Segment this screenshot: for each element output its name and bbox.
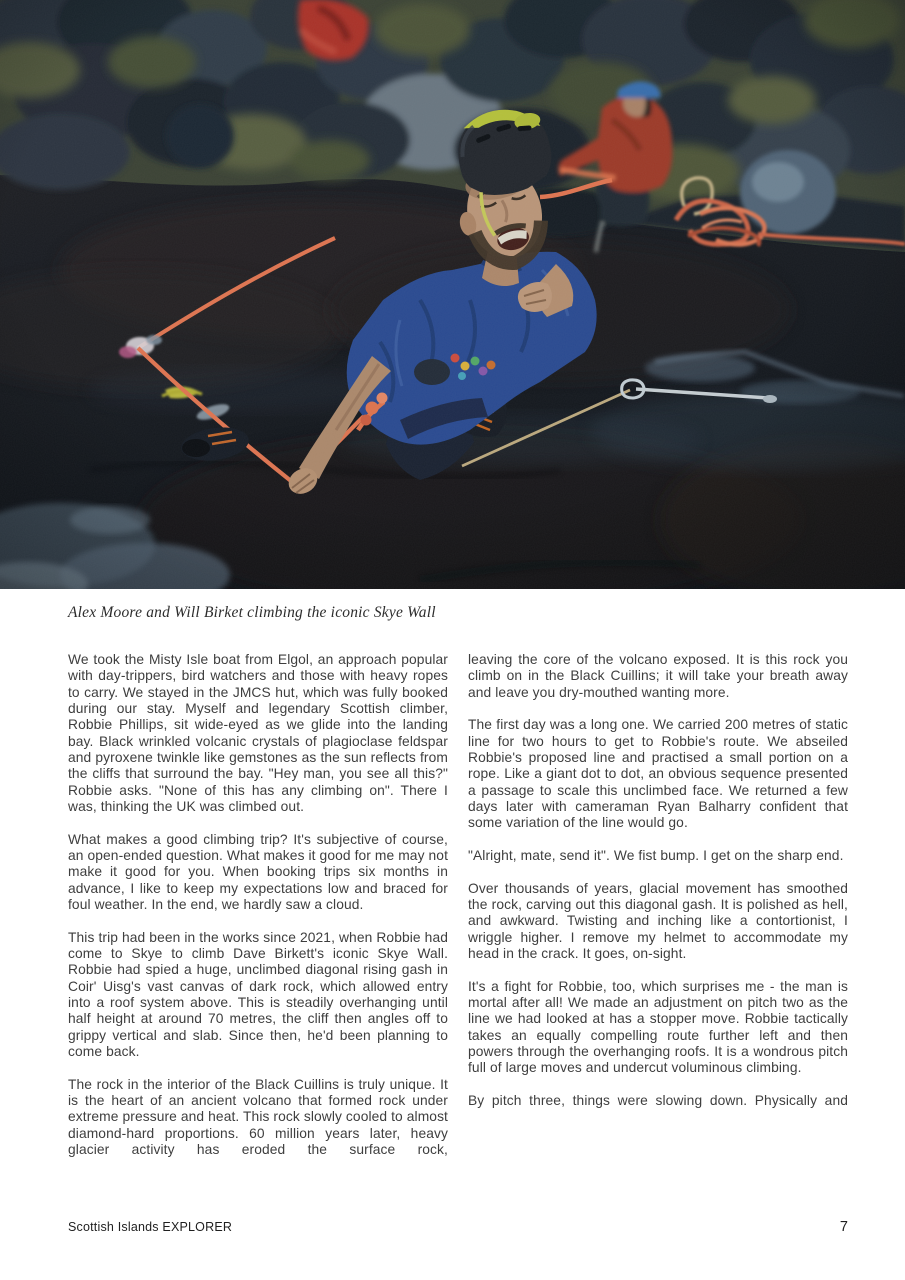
page-number: 7 [839, 1219, 848, 1235]
body-paragraph: What makes a good climbing trip? It's subjective of course, an open-ended question. What makes it good for me may not make it good for you. When booking trips six months in advance, I like to keep my expectations low and braced for foul weather. In the end, we hardly saw a cloud. [68, 831, 448, 913]
page-footer [68, 1219, 848, 1235]
body-paragraph: Over thousands of years, glacial movement has smoothed the rock, carving out this diagonal gash. It is polished as hell, and awkward. Twisting and inching like a contortionist, I wriggle higher. I remove my helmet to accommodate my head in the crack. It goes, on-sight. [468, 880, 848, 962]
body-paragraph: The rock in the interior of the Black Cuillins is truly unique. It is the heart of an ancient volcano that formed rock under extreme pressure and heat. This rock slowly cooled to almost diamond-hard proportions. 60 million years later, heavy glacier activity has eroded the surface rock, [68, 1076, 448, 1158]
article-column-right [468, 652, 848, 1175]
body-paragraph: It's a fight for Robbie, too, which surprises me - the man is mortal after all! We made an adjustment on pitch two as the line we had looked at has a stopper move. Robbie tactically takes an equally compelling route further left and then powers through the overhanging roofs. It is a wondrous pitch full of large moves and undercut voluminous climbing. [468, 978, 848, 1076]
body-paragraph: "Alright, mate, send it". We fist bump. I get on the sharp end. [468, 848, 844, 864]
body-paragraph: We took the Misty Isle boat from Elgol, an approach popular with day-trippers, bird watchers and those with heavy ropes to carry. We stayed in the JMCS hut, which was fully booked during our stay. Myself and legendary Scottish climber, Robbie Phillips, sit wide-eyed as we glide into the landing bay. Black wrinkled volcanic crystals of plagioclase feldspar and pyroxene twinkle like gemstones as the sun reflects from the cliffs that surround the bay. "Hey man, you see all this?" Robbie asks. "None of this has any climbing on". There I was, thinking the UK was climbed out. [68, 652, 448, 815]
body-paragraph: The first day was a long one. We carried 200 metres of static line for two hours to get to Robbie's route. We abseiled Robbie's proposed line and practised a small portion on a rope. Like a giant dot to dot, an obvious sequence presented a passage to scale this unclimbed face. We returned a few days later with cameraman Ryan Balharry confident that some variation of the line would go. [468, 717, 848, 831]
publication-name: Scottish Islands EXPLORER [68, 1220, 233, 1234]
photo-caption: Alex Moore and Will Birket climbing the iconic Skye Wall [68, 604, 436, 621]
body-paragraph: leaving the core of the volcano exposed. It is this rock you climb on in the Black Cuillins; it will take your breath away and leave you dry-mouthed wanting more. [468, 652, 848, 700]
article-column-left [68, 652, 448, 1175]
climbing-photo [0, 0, 905, 589]
body-paragraph: By pitch three, things were slowing down. Physically and [468, 1093, 848, 1109]
article-body [68, 652, 848, 1175]
body-paragraph: This trip had been in the works since 2021, when Robbie had come to Skye to climb Dave Birkett's iconic Skye Wall. Robbie had spied a huge, unclimbed diagonal rising gash in Coir' Uisg's vast canvas of dark rock, which allowed entry into a roof system above. This is steadily overhanging until half height at around 70 metres, the cliff then angles off to grippy vertical and slab. Since then, he'd been planning to come back. [68, 929, 448, 1060]
